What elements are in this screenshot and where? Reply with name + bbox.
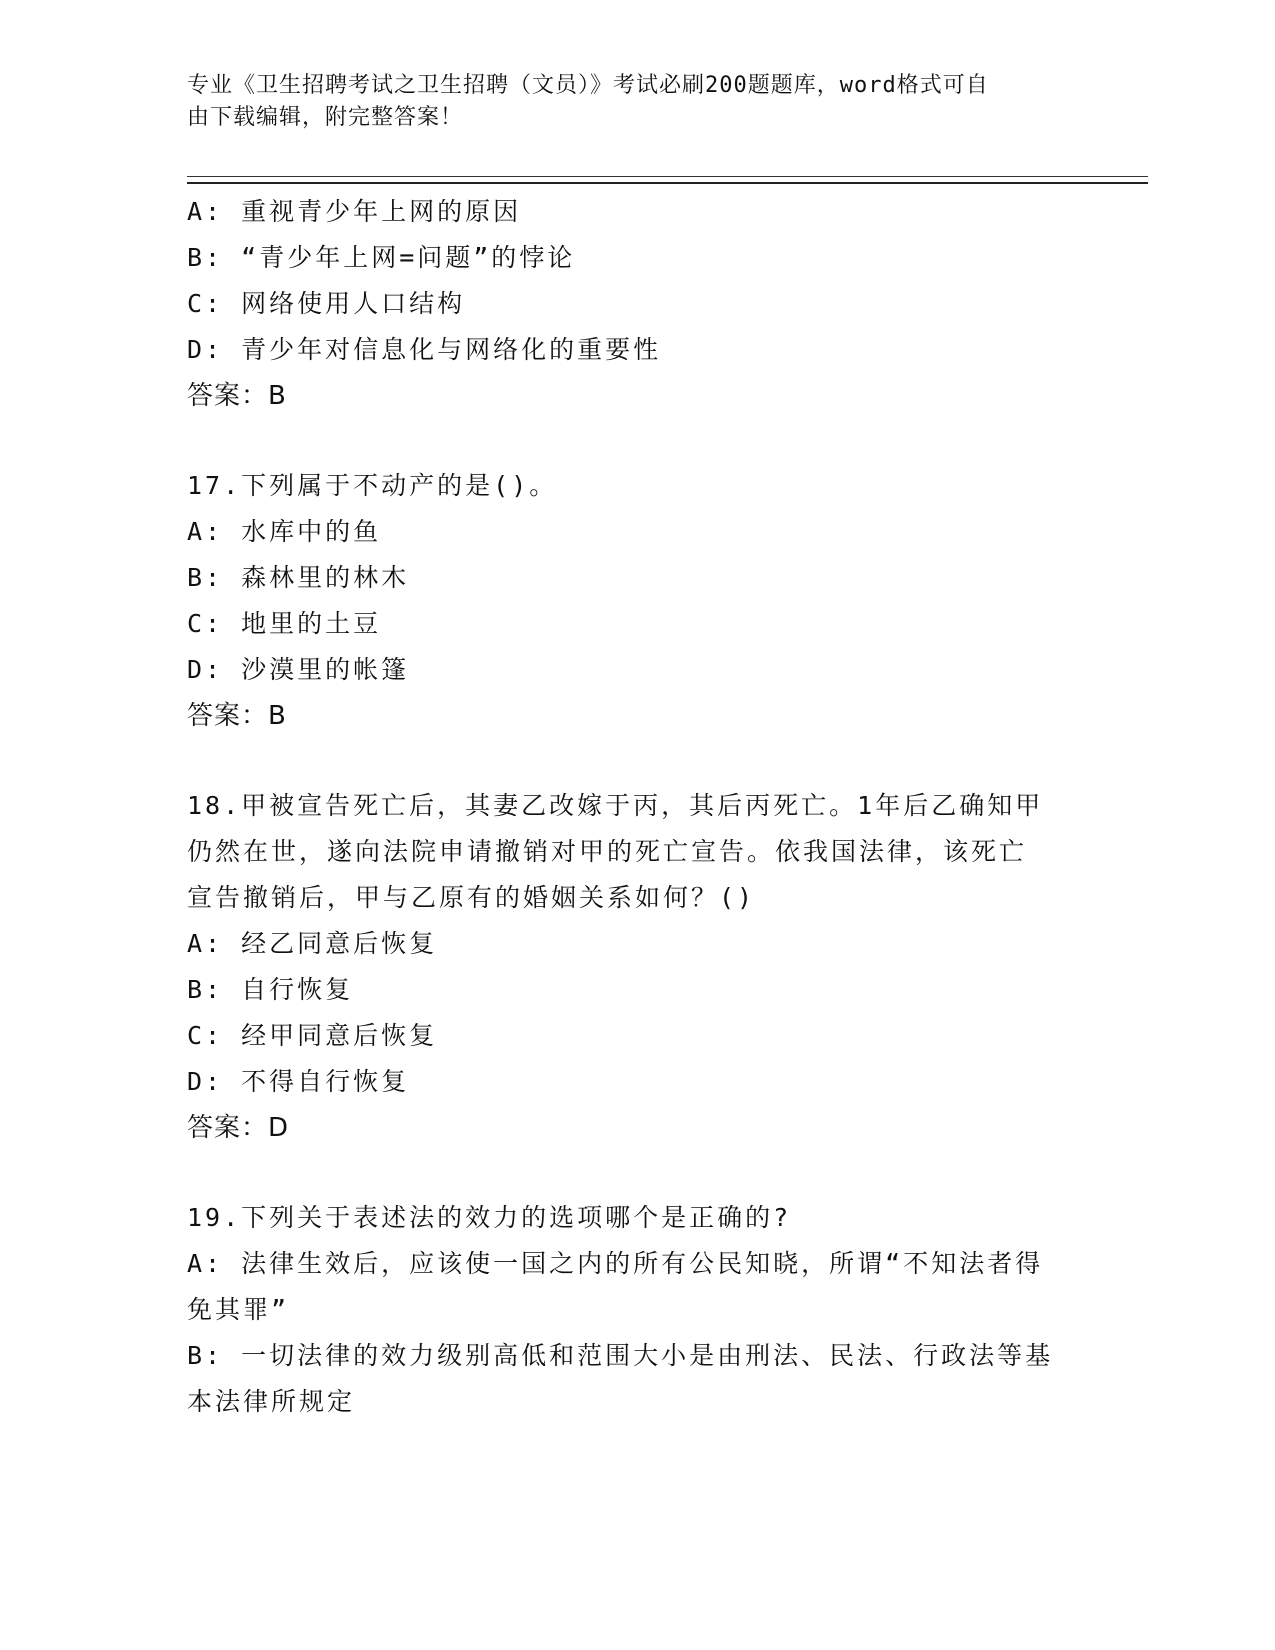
option-c: C: 经甲同意后恢复 xyxy=(187,1021,438,1050)
question-text: 19.下列关于表述法的效力的选项哪个是正确的? xyxy=(187,1203,792,1232)
question-text-line-1: 18.甲被宣告死亡后，其妻乙改嫁于丙，其后丙死亡。1年后乙确知甲 xyxy=(187,791,1044,820)
header-line-1: 专业《卫生招聘考试之卫生招聘（文员）》考试必刷200题题库，word格式可自 xyxy=(187,73,989,98)
question-text: 17.下列属于不动产的是()。 xyxy=(187,471,558,500)
header-divider xyxy=(187,176,1148,184)
option-a: A: 经乙同意后恢复 xyxy=(187,929,438,958)
question-text-line-3: 宣告撤销后，甲与乙原有的婚姻关系如何？() xyxy=(187,883,756,912)
question-19 xyxy=(187,1195,1087,1425)
option-a-line-1: A: 法律生效后，应该使一国之内的所有公民知晓，所谓“不知法者得 xyxy=(187,1249,1044,1278)
option-d: D: 沙漠里的帐篷 xyxy=(187,655,410,684)
option-b: B: “青少年上网=问题”的悖论 xyxy=(187,243,576,272)
option-b: B: 自行恢复 xyxy=(187,975,354,1004)
question-18 xyxy=(187,783,1087,1151)
option-b-line-2: 本法律所规定 xyxy=(187,1387,356,1416)
option-c: C: 地里的土豆 xyxy=(187,609,382,638)
answer-line: 答案：D xyxy=(187,1113,290,1143)
answer-line: 答案：B xyxy=(187,381,287,411)
option-b: B: 森林里的林木 xyxy=(187,563,410,592)
question-17 xyxy=(187,463,1087,739)
header-line-2: 由下载编辑，附完整答案！ xyxy=(187,105,464,130)
option-a: A: 水库中的鱼 xyxy=(187,517,382,546)
answer-line: 答案：B xyxy=(187,701,287,731)
option-a: A: 重视青少年上网的原因 xyxy=(187,197,522,226)
document-header xyxy=(187,70,1067,134)
option-a-line-2: 免其罪” xyxy=(187,1295,290,1324)
question-text-line-2: 仍然在世，遂向法院申请撤销对甲的死亡宣告。依我国法律，该死亡 xyxy=(187,837,1028,866)
option-d: D: 青少年对信息化与网络化的重要性 xyxy=(187,335,662,364)
question-16 xyxy=(187,189,1087,419)
option-b-line-1: B: 一切法律的效力级别高低和范围大小是由刑法、民法、行政法等基 xyxy=(187,1341,1054,1370)
option-c: C: 网络使用人口结构 xyxy=(187,289,466,318)
option-d: D: 不得自行恢复 xyxy=(187,1067,410,1096)
question-list xyxy=(187,189,1087,1425)
